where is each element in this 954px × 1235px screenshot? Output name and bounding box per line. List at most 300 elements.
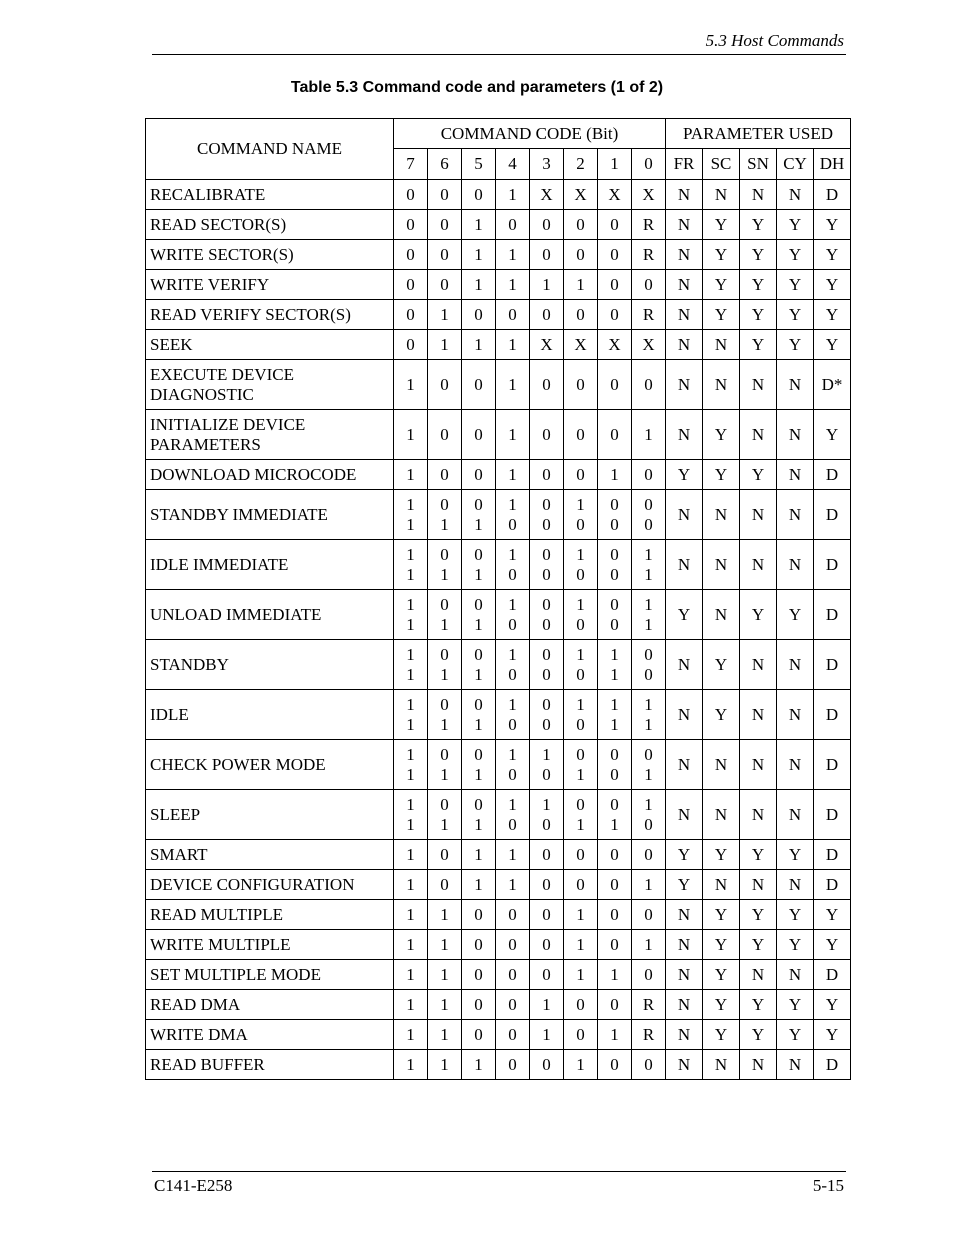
bit-value: 0	[474, 544, 483, 564]
param-cell: D	[814, 1050, 851, 1080]
bit-cell	[428, 590, 462, 640]
bit-value: 1	[610, 644, 619, 664]
param-cell: Y	[777, 330, 814, 360]
command-name-line2: PARAMETERS	[150, 434, 261, 454]
bit-stack	[474, 695, 483, 735]
bit-value: 1	[542, 744, 551, 764]
param-cell: Y	[703, 460, 740, 490]
bit-cell: 0	[598, 360, 632, 410]
bit-cell: 0	[564, 1020, 598, 1050]
bit-value-line2: 0	[542, 764, 551, 784]
bit-cell: 0	[598, 990, 632, 1020]
bit-cell	[394, 740, 428, 790]
bit-cell: 1	[496, 330, 530, 360]
bit-cell: 1	[428, 990, 462, 1020]
bit-cell: R	[632, 300, 666, 330]
bit-cell	[632, 690, 666, 740]
bit-value: 0	[644, 494, 653, 514]
bit-value: 1	[576, 544, 585, 564]
table-row	[146, 460, 851, 490]
bit-stack	[610, 495, 619, 535]
param-cell: N	[777, 540, 814, 590]
param-cell: N	[666, 930, 703, 960]
command-name-cell	[146, 330, 394, 360]
param-cell: Y	[814, 930, 851, 960]
bit-cell: 1	[462, 240, 496, 270]
param-cell: D	[814, 180, 851, 210]
bit-value: 1	[406, 594, 415, 614]
bit-cell: 0	[462, 180, 496, 210]
bit-cell: 1	[564, 270, 598, 300]
bit-cell: 1	[564, 900, 598, 930]
bit-value-line2: 0	[576, 714, 585, 734]
param-cell: N	[703, 1050, 740, 1080]
bit-value-line2: 1	[644, 714, 653, 734]
bit-cell: 0	[428, 870, 462, 900]
bit-cell: 1	[496, 840, 530, 870]
bit-cell: 0	[394, 270, 428, 300]
command-name-cell	[146, 870, 394, 900]
bit-value-line2: 1	[474, 714, 483, 734]
bit-value-line2: 1	[474, 514, 483, 534]
bit-cell	[564, 690, 598, 740]
bit-value-line2: 0	[576, 664, 585, 684]
param-cell: N	[777, 960, 814, 990]
bit-cell	[530, 640, 564, 690]
bit-cell: 1	[598, 460, 632, 490]
param-cell: N	[740, 790, 777, 840]
bit-stack	[474, 795, 483, 835]
bit-value-line2: 0	[508, 664, 517, 684]
param-cell: D	[814, 790, 851, 840]
bit-value-line2: 1	[474, 564, 483, 584]
bit-value-line2: 0	[508, 814, 517, 834]
bit-value: 0	[474, 794, 483, 814]
table-row	[146, 210, 851, 240]
bit-cell: 0	[530, 360, 564, 410]
bit-cell: 0	[530, 210, 564, 240]
table-row	[146, 410, 851, 460]
param-cell: Y	[777, 210, 814, 240]
bit-cell: 1	[394, 930, 428, 960]
bit-value: 1	[644, 594, 653, 614]
param-cell: Y	[814, 330, 851, 360]
header-param: FR	[666, 149, 703, 180]
param-cell: Y	[666, 870, 703, 900]
param-cell: Y	[703, 240, 740, 270]
bit-cell: 1	[462, 1050, 496, 1080]
param-cell: N	[777, 490, 814, 540]
bit-cell	[632, 740, 666, 790]
bit-value-line2: 0	[644, 664, 653, 684]
bit-cell	[598, 590, 632, 640]
param-cell: D	[814, 740, 851, 790]
table-caption: Table 5.3 Command code and parameters (1 of 2)	[290, 79, 664, 96]
param-cell: D	[814, 590, 851, 640]
table-row	[146, 840, 851, 870]
param-cell: Y	[740, 840, 777, 870]
bit-cell: 1	[394, 360, 428, 410]
bit-stack	[440, 595, 449, 635]
bit-cell: X	[564, 180, 598, 210]
bit-stack	[542, 545, 551, 585]
bit-cell: 0	[564, 460, 598, 490]
param-cell: N	[703, 790, 740, 840]
param-cell: Y	[740, 240, 777, 270]
param-cell: N	[666, 270, 703, 300]
bit-value-line2: 1	[576, 814, 585, 834]
bit-cell	[394, 690, 428, 740]
command-name: WRITE DMA	[150, 1024, 248, 1044]
param-cell: Y	[666, 840, 703, 870]
table-row	[146, 1020, 851, 1050]
bit-value: 0	[440, 594, 449, 614]
bit-cell	[598, 540, 632, 590]
bit-value-line2: 1	[440, 664, 449, 684]
bit-cell: 1	[496, 460, 530, 490]
command-name-cell	[146, 410, 394, 460]
bit-cell	[394, 640, 428, 690]
param-cell: N	[666, 640, 703, 690]
param-cell: D	[814, 870, 851, 900]
page-number: 5-15	[812, 1176, 844, 1195]
param-cell: N	[666, 740, 703, 790]
command-name: SET MULTIPLE MODE	[150, 964, 321, 984]
bit-cell	[462, 790, 496, 840]
bit-value: 0	[474, 594, 483, 614]
param-cell: D	[814, 640, 851, 690]
bit-cell: R	[632, 990, 666, 1020]
param-cell: N	[666, 210, 703, 240]
bit-stack	[610, 745, 619, 785]
bit-cell	[496, 540, 530, 590]
bit-value: 1	[406, 644, 415, 664]
bit-cell: 1	[394, 840, 428, 870]
bit-cell	[462, 690, 496, 740]
bit-cell: 1	[428, 960, 462, 990]
bit-value: 1	[508, 594, 517, 614]
param-cell: D	[814, 540, 851, 590]
param-cell: Y	[814, 240, 851, 270]
bit-cell: 0	[462, 900, 496, 930]
command-name-cell	[146, 930, 394, 960]
param-cell: N	[777, 1050, 814, 1080]
table-row	[146, 240, 851, 270]
param-cell: N	[777, 360, 814, 410]
command-name: CHECK POWER MODE	[150, 754, 326, 774]
bit-cell: 1	[530, 1020, 564, 1050]
bit-value: 0	[440, 794, 449, 814]
bit-cell: 1	[564, 1050, 598, 1080]
param-cell: Y	[814, 1020, 851, 1050]
bit-cell	[564, 790, 598, 840]
command-name: STANDBY IMMEDIATE	[150, 504, 328, 524]
param-cell: N	[666, 990, 703, 1020]
bit-stack	[474, 495, 483, 535]
param-cell: N	[740, 870, 777, 900]
bit-value: 0	[576, 794, 585, 814]
command-name: READ SECTOR(S)	[150, 214, 287, 234]
bit-value-line2: 0	[508, 564, 517, 584]
command-name-cell	[146, 300, 394, 330]
bit-cell	[462, 540, 496, 590]
bit-cell: 0	[564, 300, 598, 330]
bit-value: 0	[474, 494, 483, 514]
bit-stack	[644, 745, 653, 785]
table-row	[146, 740, 851, 790]
bit-stack	[644, 645, 653, 685]
bit-cell: 1	[428, 930, 462, 960]
bit-cell: 0	[632, 960, 666, 990]
bit-value: 1	[406, 794, 415, 814]
bit-stack	[542, 695, 551, 735]
table-row	[146, 300, 851, 330]
header-parameter-used: PARAMETER USED	[666, 119, 851, 149]
header-bit: 1	[598, 149, 632, 180]
command-name: IDLE	[150, 704, 189, 724]
bit-cell: 1	[394, 1020, 428, 1050]
bit-stack	[644, 595, 653, 635]
param-cell: D	[814, 960, 851, 990]
param-cell: N	[666, 1020, 703, 1050]
table-row	[146, 640, 851, 690]
bit-cell: 1	[530, 270, 564, 300]
header-param: SN	[740, 149, 777, 180]
param-cell: N	[703, 180, 740, 210]
bit-cell: X	[632, 180, 666, 210]
bit-stack	[576, 695, 585, 735]
bit-stack	[474, 545, 483, 585]
bit-value: 1	[508, 544, 517, 564]
param-cell: Y	[777, 1020, 814, 1050]
bit-cell: 1	[632, 410, 666, 460]
command-name: SLEEP	[150, 804, 201, 824]
bit-cell: 0	[598, 270, 632, 300]
bit-value-line2: 1	[610, 714, 619, 734]
bit-cell: 0	[632, 460, 666, 490]
bit-cell: X	[530, 180, 564, 210]
command-name-cell	[146, 740, 394, 790]
bit-cell: 0	[428, 210, 462, 240]
bit-cell: 0	[530, 460, 564, 490]
command-name: READ DMA	[150, 994, 241, 1014]
command-name: READ MULTIPLE	[150, 904, 284, 924]
param-cell: Y	[777, 300, 814, 330]
command-name-cell	[146, 900, 394, 930]
bit-cell	[428, 490, 462, 540]
param-cell: N	[666, 240, 703, 270]
command-name: WRITE MULTIPLE	[150, 934, 291, 954]
param-cell: N	[666, 330, 703, 360]
param-cell: D*	[814, 360, 851, 410]
param-cell: Y	[814, 210, 851, 240]
bit-stack	[474, 595, 483, 635]
bit-cell: R	[632, 210, 666, 240]
bit-cell: 0	[462, 930, 496, 960]
bit-value-line2: 1	[406, 514, 415, 534]
bit-cell: 1	[496, 270, 530, 300]
bit-cell	[564, 740, 598, 790]
header-bit: 7	[394, 149, 428, 180]
bit-cell: 1	[632, 930, 666, 960]
bit-cell: X	[530, 330, 564, 360]
bit-cell: 0	[496, 1050, 530, 1080]
bit-cell: 0	[564, 990, 598, 1020]
param-cell: N	[703, 740, 740, 790]
bit-value-line2: 1	[406, 564, 415, 584]
bit-cell: 1	[428, 330, 462, 360]
bit-stack	[406, 545, 415, 585]
bit-cell: 0	[598, 900, 632, 930]
command-name: READ VERIFY SECTOR(S)	[150, 304, 351, 324]
bit-value-line2: 1	[406, 714, 415, 734]
bit-cell: 1	[530, 990, 564, 1020]
command-name: STANDBY	[150, 654, 229, 674]
bit-stack	[508, 695, 517, 735]
param-cell: N	[666, 540, 703, 590]
bit-cell	[598, 690, 632, 740]
bit-cell: 0	[428, 460, 462, 490]
table-row	[146, 360, 851, 410]
bit-cell: 0	[428, 270, 462, 300]
bit-cell: X	[598, 180, 632, 210]
param-cell: N	[666, 790, 703, 840]
bit-value-line2: 0	[576, 614, 585, 634]
param-cell: N	[666, 410, 703, 460]
bit-stack	[576, 645, 585, 685]
param-cell: Y	[666, 590, 703, 640]
bit-cell: 0	[462, 990, 496, 1020]
bit-cell	[462, 490, 496, 540]
bit-cell	[428, 790, 462, 840]
bit-stack	[644, 695, 653, 735]
bit-cell: 1	[394, 1050, 428, 1080]
command-name: SEEK	[150, 334, 193, 354]
param-cell: Y	[740, 460, 777, 490]
bit-value-line2: 0	[610, 514, 619, 534]
bit-value: 1	[508, 644, 517, 664]
bit-value: 0	[610, 744, 619, 764]
bit-cell: 0	[530, 840, 564, 870]
param-cell: Y	[740, 270, 777, 300]
bit-cell	[530, 590, 564, 640]
param-cell: Y	[777, 990, 814, 1020]
bit-cell: 0	[496, 300, 530, 330]
command-table	[145, 118, 851, 1080]
bit-value-line2: 1	[440, 764, 449, 784]
bit-value-line2: 0	[542, 664, 551, 684]
bit-cell: 0	[632, 360, 666, 410]
bit-cell: 1	[394, 870, 428, 900]
param-cell: N	[777, 410, 814, 460]
bit-cell	[564, 640, 598, 690]
bit-cell: 1	[496, 240, 530, 270]
bit-value: 1	[406, 744, 415, 764]
bit-value: 0	[542, 644, 551, 664]
bit-cell: 0	[598, 930, 632, 960]
bit-value-line2: 1	[440, 814, 449, 834]
bit-value-line2: 0	[542, 514, 551, 534]
header-param: SC	[703, 149, 740, 180]
bit-cell	[394, 540, 428, 590]
header-bit: 6	[428, 149, 462, 180]
bit-cell	[428, 740, 462, 790]
bit-stack	[508, 595, 517, 635]
bit-stack	[406, 595, 415, 635]
bit-stack	[576, 745, 585, 785]
command-name-cell	[146, 180, 394, 210]
param-cell: N	[777, 180, 814, 210]
param-cell: D	[814, 490, 851, 540]
bit-cell	[530, 490, 564, 540]
param-cell: Y	[666, 460, 703, 490]
bit-cell: 0	[598, 240, 632, 270]
bit-value: 0	[542, 694, 551, 714]
bit-cell: 1	[394, 990, 428, 1020]
bit-stack	[644, 545, 653, 585]
param-cell: N	[666, 300, 703, 330]
bit-cell	[496, 640, 530, 690]
param-cell: N	[666, 1050, 703, 1080]
bit-cell: 1	[394, 410, 428, 460]
bit-cell	[394, 790, 428, 840]
command-name: UNLOAD IMMEDIATE	[150, 604, 322, 624]
bit-value-line2: 1	[576, 764, 585, 784]
param-cell: N	[777, 640, 814, 690]
bit-value: 1	[576, 594, 585, 614]
bit-value: 0	[440, 744, 449, 764]
bit-cell: X	[632, 330, 666, 360]
bit-cell: 0	[428, 840, 462, 870]
param-cell: N	[740, 180, 777, 210]
param-cell: N	[740, 410, 777, 460]
bit-cell: 0	[462, 960, 496, 990]
bit-stack	[440, 545, 449, 585]
param-cell: N	[666, 180, 703, 210]
bit-value: 0	[610, 494, 619, 514]
bit-cell: 1	[462, 330, 496, 360]
bit-value: 0	[542, 594, 551, 614]
bit-cell: 0	[598, 840, 632, 870]
param-cell: N	[703, 330, 740, 360]
bit-cell	[462, 740, 496, 790]
command-name: RECALIBRATE	[150, 184, 266, 204]
bit-stack	[406, 645, 415, 685]
bit-stack	[440, 795, 449, 835]
command-name: INITIALIZE DEVICE	[150, 414, 306, 434]
bit-cell: 0	[496, 990, 530, 1020]
bit-cell: 0	[496, 900, 530, 930]
bit-value-line2: 0	[576, 564, 585, 584]
command-name-cell	[146, 540, 394, 590]
bit-cell	[632, 590, 666, 640]
bit-value: 1	[406, 544, 415, 564]
bit-value-line2: 1	[474, 764, 483, 784]
bit-cell: 1	[428, 900, 462, 930]
bit-cell	[428, 690, 462, 740]
param-cell: Y	[703, 840, 740, 870]
bit-cell: 0	[530, 410, 564, 460]
param-cell: Y	[777, 590, 814, 640]
bit-cell	[564, 590, 598, 640]
table-row	[146, 870, 851, 900]
bit-stack	[610, 595, 619, 635]
header-rule	[152, 54, 846, 55]
command-name-cell	[146, 690, 394, 740]
bit-stack	[508, 545, 517, 585]
bit-cell: 0	[496, 960, 530, 990]
bit-cell	[496, 690, 530, 740]
